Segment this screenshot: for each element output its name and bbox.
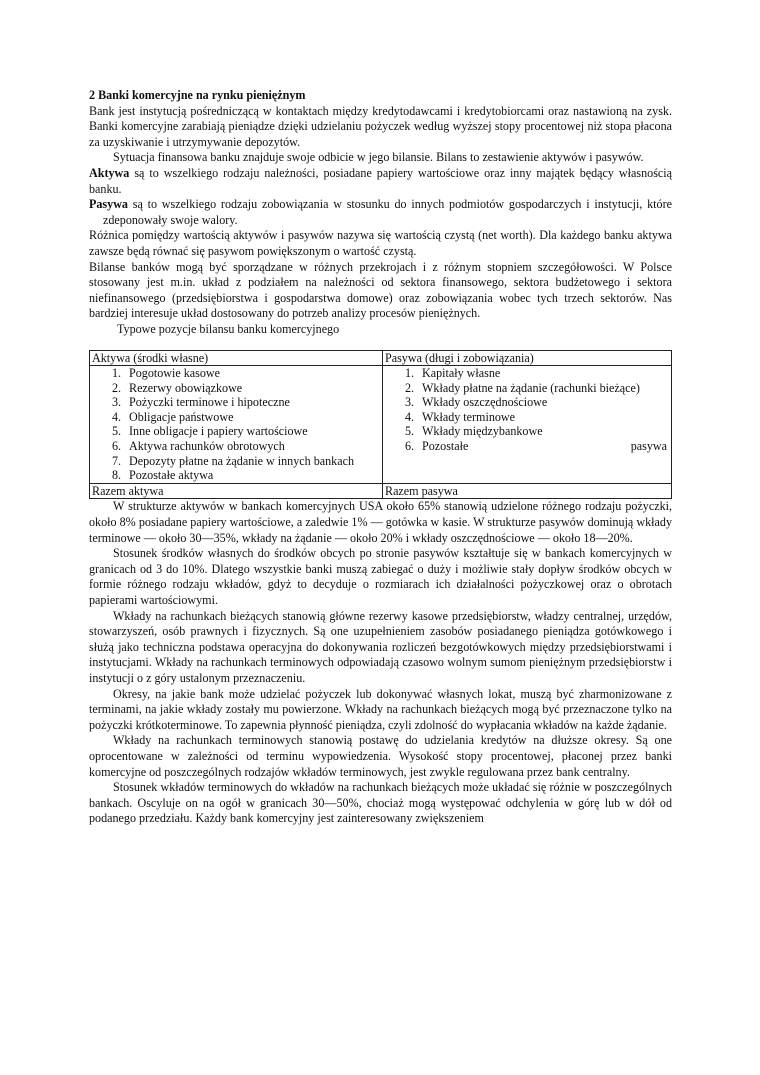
- liabilities-total: Razem pasywa: [383, 483, 672, 499]
- list-item: [385, 395, 669, 410]
- liabilities-header: Pasywa (długi i zobowiązania): [383, 350, 672, 366]
- list-item: [385, 410, 669, 425]
- item-text: Pożyczki terminowe i hipoteczne: [129, 395, 290, 410]
- list-item: [92, 381, 380, 396]
- item-text: Wkłady oszczędnościowe: [422, 395, 548, 410]
- paragraph-okresy: Okresy, na jakie bank może udzielać pożyczek lub dokonywać własnych lokat, muszą być zharmonizowane z terminami, na jakie wkłady zostały mu powierzone. Wkłady na rachunkach bieżących mogą być przeznaczone tylko na pożyczki krótkoterminowe. To zapewnia płynność pieniądza, czyli zdolność do wypłacania wkładów na każde żądanie.: [89, 686, 672, 732]
- paragraph-bilanse: Bilanse banków mogą być sporządzane w różnych przekrojach i z różnym stopniem szczegółowości. W Polsce stosowany jest m.in. układ z podziałem na należności od sektora finansowego, sektora budżetowego i sektora niefinansowego (przedsiębiorstwa i gospodarstwa domowe) oraz zobowiązania wobec tych trzech sektorów. Nas bardziej interesuje układ dostosowany do potrzeb analizy procesów pieniężnych.: [89, 259, 672, 321]
- item-text: Wkłady terminowe: [422, 409, 516, 424]
- assets-header: Aktywa (środki własne): [90, 350, 383, 366]
- assets-cell: [90, 366, 383, 484]
- item-number: 5.: [405, 424, 415, 439]
- paragraph-stosunek: Stosunek środków własnych do środków obcych po stronie pasywów kształtuje się w bankach komercyjnych w granicach od 3 do 10%. Dlatego wszystkie banki muszą zabiegać o duży i możliwie stały dopływ środków obcych w formie różnego rodzaju wkładów, gdyż to decyduje o rozmiarach ich działalności pożyczkowej oraz o obrotach papierami wartościowymi.: [89, 546, 672, 607]
- document-page: [89, 88, 672, 827]
- item-text: Rezerwy obowiązkowe: [129, 380, 243, 395]
- item-text: Wkłady płatne na żądanie (rachunki bieżące): [422, 380, 640, 395]
- paragraph-roznica: Różnica pomiędzy wartością aktywów i pasywów nazywa się wartością czystą (net worth). Dla każdego banku aktywa zawsze będą równać się pasywom powiększonym o wartość czystą.: [89, 228, 672, 258]
- liabilities-list-last: [385, 439, 669, 454]
- definition-aktywa: [89, 166, 672, 197]
- list-item: [92, 410, 380, 425]
- item-number: 2.: [112, 380, 122, 395]
- item-text: Aktywa rachunków obrotowych: [129, 439, 285, 454]
- paragraph-sytuacja: Sytuacja finansowa banku znajduje swoje odbicie w jego bilansie. Bilans to zestawienie aktywów i pasywów.: [113, 150, 644, 165]
- paragraph-struktura: W strukturze aktywów w bankach komercyjnych USA około 65% stanowią udzielone różnego rodzaju pożyczki, około 8% posiadane papiery wartościowe, a zaledwie 1% — gotówka w kasie. W strukturze pasywów dominują wkłady terminowe — około 30—35%, wkłady na żądanie — około 20% i wkłady oszczędnościowe — około 18—20%.: [89, 499, 672, 545]
- balance-table: [89, 350, 672, 500]
- aktywa-term: Aktywa: [89, 165, 130, 180]
- aktywa-definition: są to wszelkiego rodzaju należności, posiadane papiery wartościowe oraz inny majątek będący własnością banku.: [89, 165, 672, 196]
- item-text: Depozyty płatne na żądanie w innych bankach: [129, 453, 354, 468]
- item-text: Pozostałe aktywa: [129, 468, 214, 483]
- table-total-row: [90, 483, 672, 499]
- list-item: [92, 424, 380, 439]
- list-item: [92, 454, 380, 469]
- item-text: Wkłady międzybankowe: [422, 424, 543, 439]
- item-text: Pogotowie kasowe: [129, 366, 221, 381]
- list-item: [385, 366, 669, 381]
- section-heading: 2 Banki komercyjne na rynku pieniężnym: [89, 88, 306, 102]
- list-item: [385, 381, 669, 396]
- list-item: [92, 439, 380, 454]
- item-number: 2.: [405, 380, 415, 395]
- item-number: 1.: [405, 366, 415, 381]
- item-text: Obligacje państwowe: [129, 409, 234, 424]
- assets-total: Razem aktywa: [90, 483, 383, 499]
- item-number: 3.: [405, 395, 415, 410]
- pasywa-term: Pasywa: [89, 197, 128, 212]
- item-number: 4.: [405, 409, 415, 424]
- item-number: 8.: [112, 468, 122, 483]
- item-number: 5.: [112, 424, 122, 439]
- list-item: [92, 468, 380, 483]
- item-number: 7.: [112, 453, 122, 468]
- list-item: [92, 395, 380, 410]
- intro-paragraph: Bank jest instytucją pośredniczącą w kontaktach między kredytodawcami i kredytobiorcami oraz nastawioną na zysk. Banki komercyjne zarabiają pieniądze dzięki udzielaniu pożyczek według wyższej stopy procentowej niż stopa płacona za uzyskiwanie i utrzymywanie depozytów.: [89, 103, 672, 149]
- item-text: Pozostałe: [422, 439, 469, 454]
- item-number: 4.: [112, 409, 122, 424]
- liabilities-cell: [383, 366, 672, 484]
- definition-pasywa: [89, 197, 672, 228]
- item-number: 3.: [112, 395, 122, 410]
- item-tail: pasywa: [630, 439, 667, 454]
- table-header-row: [90, 350, 672, 366]
- item-text: Inne obligacje i papiery wartościowe: [129, 424, 308, 439]
- paragraph-wklady: Wkłady na rachunkach bieżących stanowią główne rezerwy kasowe przedsiębiorstw, władzy centralnej, urzędów, stowarzyszeń, osób prawnych i fizycznych. Są one uzupełnieniem zasobów posiadanego pieniądza gotówkowego i służą jako techniczna podstawa operacyjna do dokonywania rozliczeń bezgotówkowych między przedsiębiorstwami i instytucjami. Wkłady na rachunkach terminowych odpowiadają czasowo wolnym sumom pieniężnym przedsiębiorstw i instytucji o z góry ustalonym przeznaczeniu.: [89, 608, 672, 685]
- item-text: Kapitały własne: [422, 366, 501, 381]
- pasywa-definition: są to wszelkiego rodzaju zobowiązania w stosunku do innych podmiotów gospodarczych i instytucji, które zdeponowały swoje walory.: [103, 197, 672, 227]
- item-number: 6.: [112, 439, 122, 454]
- assets-list: [92, 366, 380, 483]
- list-item: [92, 366, 380, 381]
- paragraph-terminowe: Wkłady na rachunkach terminowych stanowią postawę do udzielania kredytów na dłuższe okresy. Są one oprocentowane w zależności od terminu wypowiedzenia. Wysokość stopy procentowej, płaconej przez banki komercyjne od poszczególnych rodzajów wkładów terminowych, jest zwykle regulowana przez bank centralny.: [89, 733, 672, 779]
- item-number: 1.: [112, 366, 122, 381]
- list-item: [385, 424, 669, 439]
- paragraph-stosunek-2: Stosunek wkładów terminowych do wkładów na rachunkach bieżących może układać się różnie w poszczególnych bankach. Oscyluje on na ogół w granicach 30—50%, chociaż mogą występować odchylenia w górę lub w dół od podanego przedziału. Każdy bank komercyjny jest zainteresowany zwiększeniem: [89, 780, 672, 826]
- liabilities-list: [385, 366, 669, 439]
- list-item: 6. Pozostałe pasywa: [405, 439, 667, 454]
- table-body-row: [90, 366, 672, 484]
- table-caption: Typowe pozycje bilansu banku komercyjnego: [117, 321, 340, 336]
